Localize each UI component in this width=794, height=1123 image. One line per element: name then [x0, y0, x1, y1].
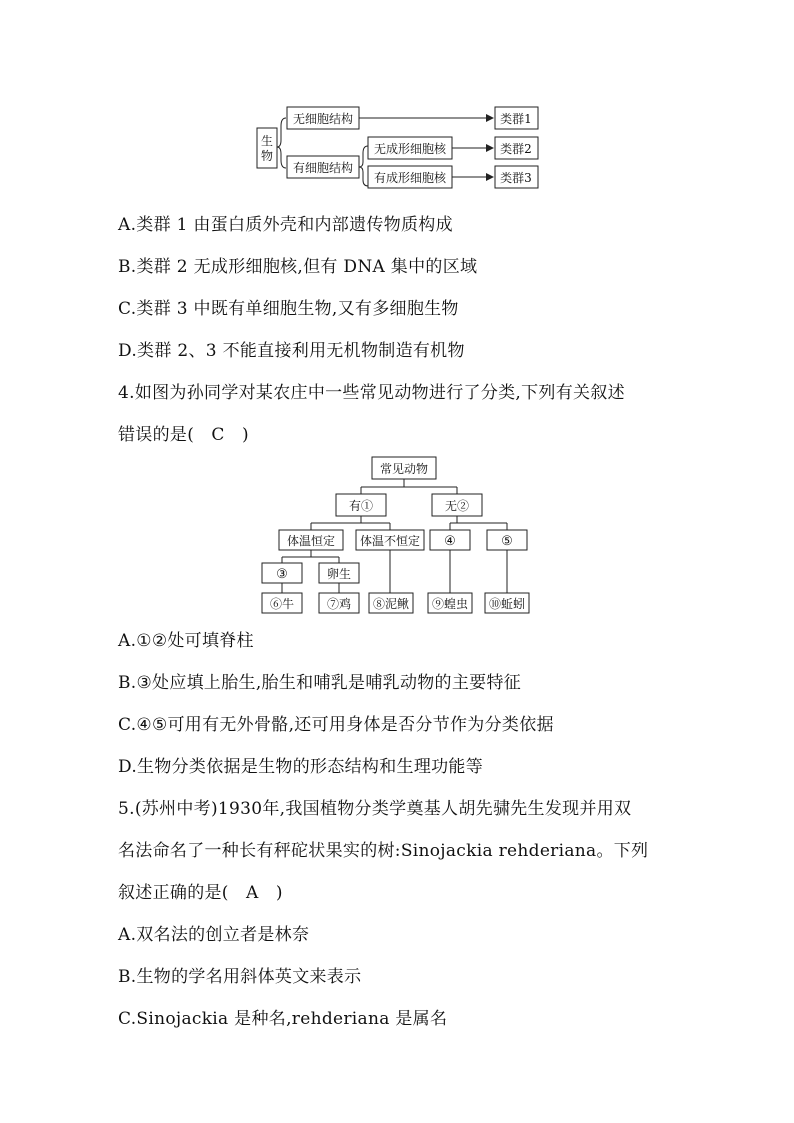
brace-has-cell	[359, 146, 368, 186]
blank-5-label: ⑤	[501, 534, 513, 549]
chicken-label: ⑦鸡	[326, 597, 352, 611]
q4-option-b: B.③处应填上胎生,胎生和哺乳是哺乳动物的主要特征	[118, 673, 522, 693]
blank-4-label: ④	[444, 534, 456, 549]
has-1-label: 有①	[348, 499, 374, 513]
q5-stem-line1: 5.(苏州中考)1930年,我国植物分类学奠基人胡先骕先生发现并用双	[118, 799, 632, 819]
organism-classification-diagram	[0, 0, 794, 200]
q4-option-c: C.④⑤可用有无外骨骼,还可用身体是否分节作为分类依据	[118, 715, 554, 735]
brace-root	[277, 118, 286, 168]
q3-option-a: A.类群 1 由蛋白质外壳和内部遗传物质构成	[118, 215, 453, 235]
branch-root	[361, 479, 457, 494]
q4-option-d: D.生物分类依据是生物的形态结构和生理功能等	[118, 757, 484, 777]
root-organism-char-2: 物	[260, 149, 274, 163]
q5-stem-line2: 名法命名了一种长有秤砣状果实的树:Sinojackia rehderiana。下列	[118, 841, 649, 861]
q3-option-d: D.类群 2、3 不能直接利用无机物制造有机物	[118, 341, 465, 361]
q4-stem-line1: 4.如图为孙同学对某农庄中一些常见动物进行了分类,下列有关叙述	[118, 383, 625, 403]
q5-option-c: C.Sinojackia 是种名,rehderiana 是属名	[118, 1009, 448, 1029]
q3-option-b: B.类群 2 无成形细胞核,但有 DNA 集中的区域	[118, 257, 478, 277]
no-nucleus-label: 无成形细胞核	[373, 142, 447, 156]
q3-option-c: C.类群 3 中既有单细胞生物,又有多细胞生物	[118, 299, 459, 319]
has-cell-structure-label: 有细胞结构	[292, 161, 354, 175]
q4-option-a: A.①②处可填脊柱	[118, 631, 254, 651]
root-organism-char-1: 生	[260, 134, 274, 148]
common-animals-label: 常见动物	[379, 462, 429, 476]
cold-blooded-label: 体温不恒定	[359, 534, 421, 548]
group3-label: 类群3	[500, 171, 532, 185]
branch-has-1	[311, 516, 390, 530]
warm-blooded-label: 体温恒定	[286, 534, 336, 548]
no-2-label: 无②	[444, 499, 470, 513]
no-cell-structure-label: 无细胞结构	[292, 112, 354, 126]
group2-label: 类群2	[500, 142, 532, 156]
cow-label: ⑥牛	[269, 597, 295, 611]
q5-option-b: B.生物的学名用斜体英文来表示	[118, 967, 362, 987]
animal-classification-diagram	[0, 450, 794, 620]
branch-warm	[282, 550, 339, 563]
oviparous-label: 卵生	[326, 567, 352, 581]
q5-stem-line3: 叙述正确的是( A )	[118, 883, 283, 903]
loach-label: ⑧泥鳅	[372, 597, 410, 611]
blank-3-label: ③	[276, 567, 288, 582]
has-nucleus-label: 有成形细胞核	[373, 171, 447, 185]
locust-label: ⑨蝗虫	[431, 597, 469, 611]
q4-stem-line2: 错误的是( C )	[118, 425, 249, 445]
earthworm-label: ⑩蚯蚓	[488, 597, 526, 611]
branch-no-2	[450, 516, 507, 530]
group1-label: 类群1	[500, 112, 532, 126]
q5-option-a: A.双名法的创立者是林奈	[118, 925, 310, 945]
